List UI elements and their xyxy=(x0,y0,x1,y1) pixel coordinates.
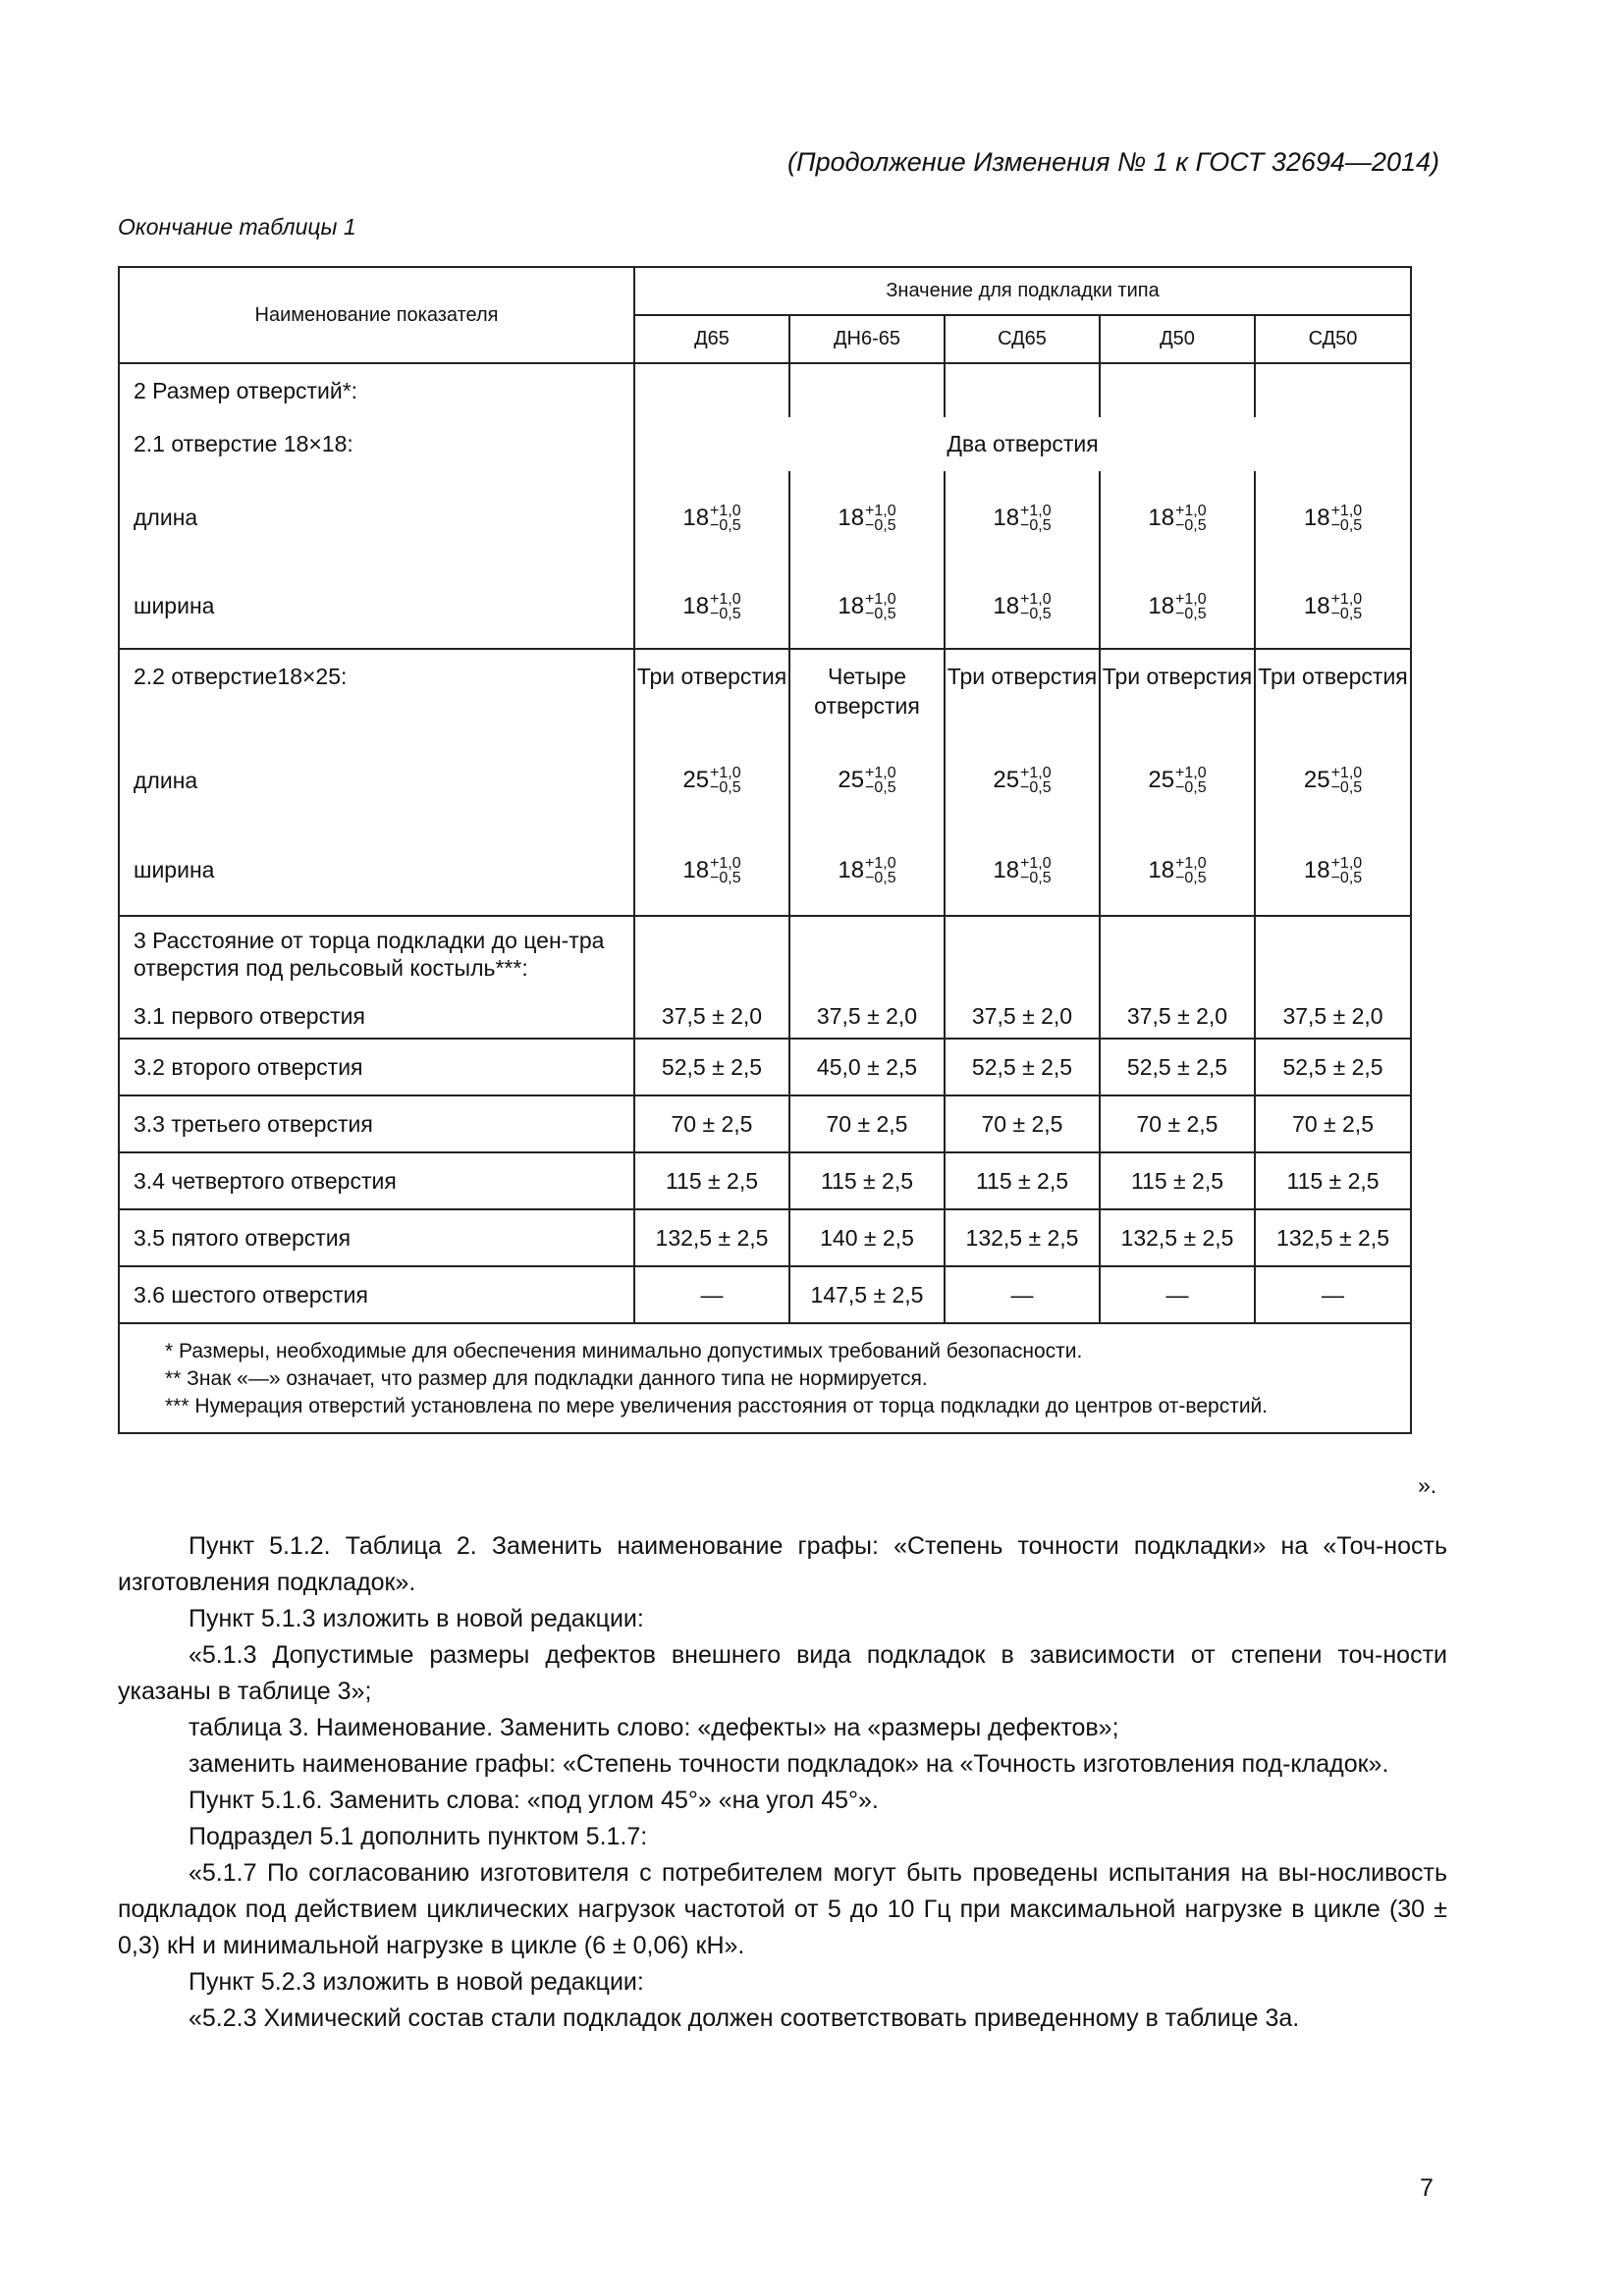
row-label: ширина xyxy=(119,826,634,916)
row-value: 115 ± 2,5 xyxy=(945,1152,1100,1209)
row-value: 37,5 ± 2,0 xyxy=(945,994,1100,1039)
page-number: 7 xyxy=(1420,2174,1434,2202)
tolerance-cell: 18 +1,0 −0,5 xyxy=(1100,564,1255,649)
row-value: 37,5 ± 2,0 xyxy=(1100,994,1255,1039)
row-value: 70 ± 2,5 xyxy=(1100,1095,1255,1152)
column-header: СД50 xyxy=(1255,315,1411,363)
tolerance-cell: 18 +1,0 −0,5 xyxy=(634,564,789,649)
paragraph: таблица 3. Наименование. Заменить слово: «дефекты» на «размеры дефектов»; xyxy=(189,1714,1119,1741)
header-name: Наименование показателя xyxy=(119,267,634,363)
row-value: 140 ± 2,5 xyxy=(789,1209,945,1266)
tolerance-cell: 18 +1,0 −0,5 xyxy=(1100,471,1255,564)
table-row xyxy=(119,1266,1411,1323)
row-value: 37,5 ± 2,0 xyxy=(634,994,789,1039)
note: ** Знак «—» означает, что размер для подкладки данного типа не нормируется. xyxy=(165,1367,928,1390)
table-notes xyxy=(119,1323,1411,1433)
tolerance-cell: 25 +1,0 −0,5 xyxy=(1100,735,1255,826)
column-header: СД65 xyxy=(945,315,1100,363)
column-header: ДН6-65 xyxy=(789,315,945,363)
row-value: 70 ± 2,5 xyxy=(634,1095,789,1152)
row-value: — xyxy=(945,1266,1100,1323)
tolerance-cell: 18 +1,0 −0,5 xyxy=(789,471,945,564)
tolerance-cell: 25 +1,0 −0,5 xyxy=(1255,735,1411,826)
row-value: 132,5 ± 2,5 xyxy=(634,1209,789,1266)
row-value: 70 ± 2,5 xyxy=(789,1095,945,1152)
tolerance-cell: 18 +1,0 −0,5 xyxy=(1255,564,1411,649)
table-notes-row xyxy=(119,1323,1411,1433)
paragraph: заменить наименование графы: «Степень точности подкладок» на «Точность изготовления под-кладок». xyxy=(189,1750,1389,1778)
paragraph: «5.1.7 По согласованию изготовителя с потребителем могут быть проведены испытания на вы-носливость подкладок под действием циклических нагрузок частотой от 5 до 10 Гц при максимальной нагрузке в цикле (30 ± 0,3) кН и минимальной нагрузке в цикле (6 ± 0,06) кН». xyxy=(118,1859,1447,1959)
row-label: длина xyxy=(119,735,634,826)
paragraph: «5.2.3 Химический состав стали подкладок должен соответствовать приведенному в таблице 3а. xyxy=(189,2004,1300,2032)
row-value: 147,5 ± 2,5 xyxy=(789,1266,945,1323)
table-row xyxy=(119,363,1411,417)
paragraph: Пункт 5.1.2. Таблица 2. Заменить наименование графы: «Степень точности подкладки» на «Точ-ность изготовления подкладок». xyxy=(118,1532,1447,1596)
note: *** Нумерация отверстий установлена по мере увеличения расстояния от торца подкладки до центров от-верстий. xyxy=(165,1395,1269,1417)
column-header: Д65 xyxy=(634,315,789,363)
row-value: 52,5 ± 2,5 xyxy=(634,1039,789,1095)
row-value: Три отверстия xyxy=(1100,649,1255,735)
row-value: Три отверстия xyxy=(634,649,789,735)
paragraph: Подраздел 5.1 дополнить пунктом 5.1.7: xyxy=(189,1823,648,1850)
closing-quote: ». xyxy=(1418,1472,1437,1498)
row-value: 132,5 ± 2,5 xyxy=(945,1209,1100,1266)
paragraph: «5.1.3 Допустимые размеры дефектов внешнего вида подкладок в зависимости от степени точ-ности указаны в таблице 3»; xyxy=(118,1641,1447,1705)
row-label: ширина xyxy=(119,564,634,649)
row-value: Два отверстия xyxy=(634,417,1411,471)
row-label: 2.2 отверстие18×25: xyxy=(119,649,634,735)
body-text xyxy=(118,1528,1447,2037)
row-value: — xyxy=(1255,1266,1411,1323)
row-value: 52,5 ± 2,5 xyxy=(1255,1039,1411,1095)
table-row xyxy=(119,994,1411,1039)
table-row xyxy=(119,417,1411,471)
page-header: (Продолжение Изменения № 1 к ГОСТ 32694—2014) xyxy=(787,147,1439,177)
tolerance-cell: 18 +1,0 −0,5 xyxy=(789,564,945,649)
tolerance-cell: 18 +1,0 −0,5 xyxy=(1255,471,1411,564)
row-value: Четыре отверстия xyxy=(789,649,945,735)
row-value: 45,0 ± 2,5 xyxy=(789,1039,945,1095)
row-value: 52,5 ± 2,5 xyxy=(945,1039,1100,1095)
row-value: Три отверстия xyxy=(1255,649,1411,735)
paragraph: Пункт 5.1.3 изложить в новой редакции: xyxy=(189,1605,644,1632)
column-header: Д50 xyxy=(1100,315,1255,363)
row-label: 3.2 второго отверстия xyxy=(119,1039,634,1095)
row-label: 3.1 первого отверстия xyxy=(119,994,634,1039)
row-label: 3.3 третьего отверстия xyxy=(119,1095,634,1152)
tolerance-cell: 18 +1,0 −0,5 xyxy=(945,471,1100,564)
row-value: 115 ± 2,5 xyxy=(1255,1152,1411,1209)
row-value: — xyxy=(1100,1266,1255,1323)
note: * Размеры, необходимые для обеспечения минимально допустимых требований безопасности. xyxy=(165,1340,1083,1362)
table-1 xyxy=(118,266,1410,1434)
row-label: 2.1 отверстие 18×18: xyxy=(119,417,634,471)
row-value: — xyxy=(634,1266,789,1323)
row-value: 115 ± 2,5 xyxy=(789,1152,945,1209)
row-value: 37,5 ± 2,0 xyxy=(789,994,945,1039)
tolerance-cell: 25 +1,0 −0,5 xyxy=(634,735,789,826)
row-value: 115 ± 2,5 xyxy=(634,1152,789,1209)
table-row xyxy=(119,1209,1411,1266)
row-label: длина xyxy=(119,471,634,564)
paragraph: Пункт 5.2.3 изложить в новой редакции: xyxy=(189,1968,644,1996)
header-group: Значение для подкладки типа xyxy=(634,267,1411,315)
table-caption: Окончание таблицы 1 xyxy=(118,214,356,240)
row-value: 115 ± 2,5 xyxy=(1100,1152,1255,1209)
row-label: 3 Расстояние от торца подкладки до цен-тра отверстия под рельсовый костыль***: xyxy=(119,916,634,994)
table-row xyxy=(119,1039,1411,1095)
table-row xyxy=(119,916,1411,994)
table-row xyxy=(119,471,1411,564)
row-label: 2 Размер отверстий*: xyxy=(119,363,634,417)
tolerance-cell: 18 +1,0 −0,5 xyxy=(789,826,945,916)
table-row xyxy=(119,1152,1411,1209)
row-label: 3.4 четвертого отверстия xyxy=(119,1152,634,1209)
row-value: Три отверстия xyxy=(945,649,1100,735)
table-row xyxy=(119,735,1411,826)
tolerance-cell: 18 +1,0 −0,5 xyxy=(634,826,789,916)
tolerance-cell: 18 +1,0 −0,5 xyxy=(634,471,789,564)
table-row xyxy=(119,1095,1411,1152)
row-value: 70 ± 2,5 xyxy=(945,1095,1100,1152)
table-row xyxy=(119,564,1411,649)
row-value: 70 ± 2,5 xyxy=(1255,1095,1411,1152)
row-label: 3.6 шестого отверстия xyxy=(119,1266,634,1323)
row-value: 52,5 ± 2,5 xyxy=(1100,1039,1255,1095)
tolerance-cell: 18 +1,0 −0,5 xyxy=(945,564,1100,649)
row-value: 132,5 ± 2,5 xyxy=(1100,1209,1255,1266)
tolerance-cell: 25 +1,0 −0,5 xyxy=(789,735,945,826)
row-value: 132,5 ± 2,5 xyxy=(1255,1209,1411,1266)
tolerance-cell: 18 +1,0 −0,5 xyxy=(1100,826,1255,916)
tolerance-cell: 18 +1,0 −0,5 xyxy=(1255,826,1411,916)
table-row xyxy=(119,826,1411,916)
paragraph: Пункт 5.1.6. Заменить слова: «под углом 45°» «на угол 45°». xyxy=(189,1787,879,1814)
tolerance-cell: 18 +1,0 −0,5 xyxy=(945,826,1100,916)
data-table xyxy=(118,266,1412,1434)
row-value: 37,5 ± 2,0 xyxy=(1255,994,1411,1039)
tolerance-cell: 25 +1,0 −0,5 xyxy=(945,735,1100,826)
row-label: 3.5 пятого отверстия xyxy=(119,1209,634,1266)
table-row xyxy=(119,649,1411,735)
